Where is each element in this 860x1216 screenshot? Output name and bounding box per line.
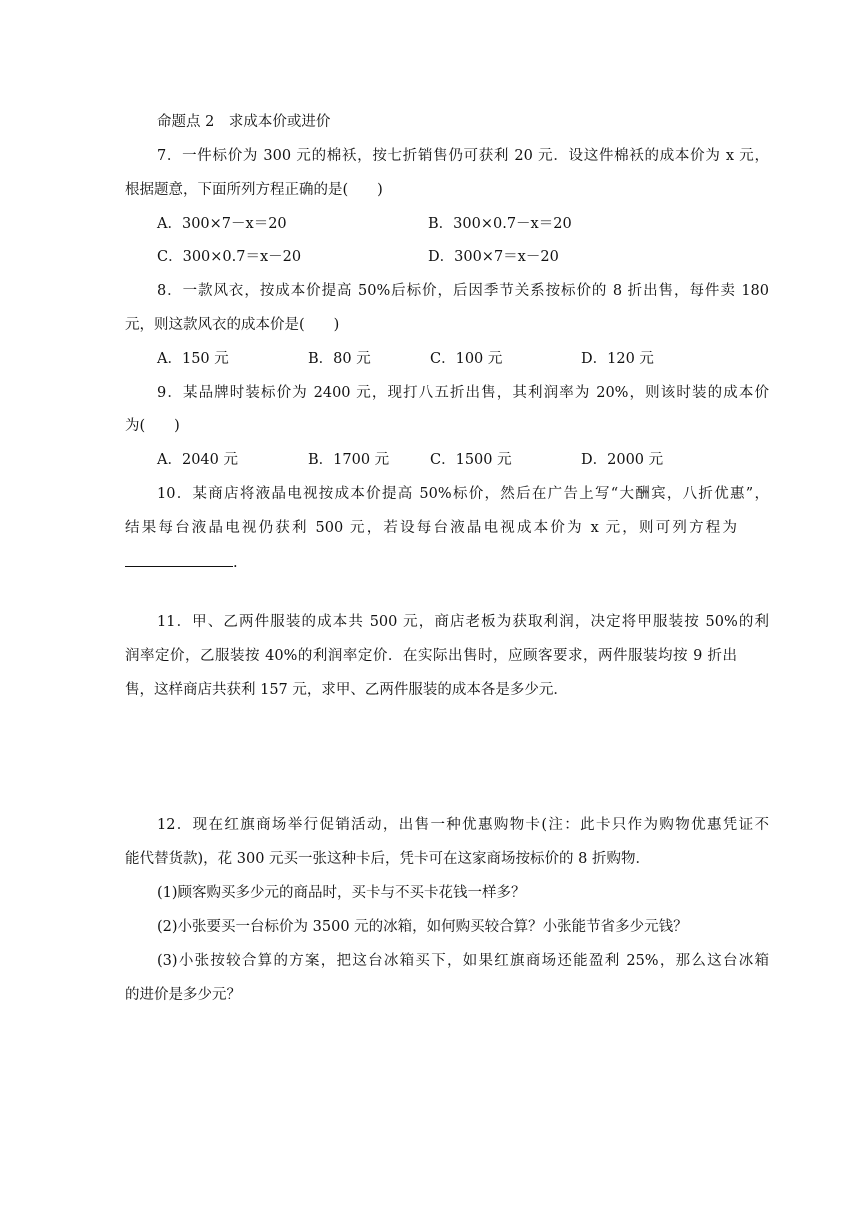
- q9-stem-line2: 为( ): [125, 418, 180, 434]
- q7-option-d: D．300×7＝x－20: [428, 249, 559, 265]
- q7-stem-line2: 根据题意，下面所列方程正确的是( ): [125, 182, 383, 198]
- q8-option-b: B．80 元: [308, 351, 371, 367]
- q8-option-c: C．100 元: [430, 351, 503, 367]
- q8-option-d: D．120 元: [581, 351, 654, 367]
- q11-stem-line2: 润率定价，乙服装按 40%的利润率定价．在实际出售时，应顾客要求，两件服装均按 9 折出: [125, 648, 737, 664]
- q10-answer-line: [125, 552, 238, 573]
- q7-option-b: B．300×0.7－x＝20: [428, 216, 572, 232]
- q7-option-c: C．300×0.7＝x－20: [157, 249, 302, 265]
- q9-stem-line1: 9．某品牌时装标价为 2400 元，现打八五折出售，其利润率为 20%，则该时装的成本价: [157, 385, 769, 401]
- q8-stem-line1: 8．一款风衣，按成本价提高 50%后标价，后因季节关系按标价的 8 折出售，每件卖 180: [157, 283, 769, 299]
- q8-stem-line2: 元，则这款风衣的成本价是( ): [125, 317, 340, 333]
- q12-stem-line2: 能代替货款)，花 300 元买一张这种卡后，凭卡可在这家商场按标价的 8 折购物．: [125, 851, 650, 867]
- q12-sub2: (2)小张要买一台标价为 3500 元的冰箱，如何购买较合算？小张能节省多少元钱？: [157, 919, 688, 935]
- q7-stem-line1: 7．一件标价为 300 元的棉袄，按七折销售仍可获利 20 元．设这件棉袄的成本价为 x 元，: [157, 148, 769, 164]
- q12-sub3-line1: (3)小张按较合算的方案，把这台冰箱买下，如果红旗商场还能盈利 25%，那么这台冰箱: [157, 953, 769, 969]
- q12-sub3-line2: 的进价是多少元？: [125, 987, 241, 1003]
- q12-stem-line1: 12．现在红旗商场举行促销活动，出售一种优惠购物卡(注：此卡只作为购物优惠凭证不: [157, 817, 769, 833]
- q8-option-a: A．150 元: [157, 351, 229, 367]
- q10-stem-line1: 10．某商店将液晶电视按成本价提高 50%标价，然后在广告上写“大酬宾，八折优惠”，: [157, 486, 769, 502]
- q10-stem-line2: 结果每台液晶电视仍获利 500 元，若设每台液晶电视成本价为 x 元，则可列方程为: [125, 520, 737, 536]
- q9-option-d: D．2000 元: [581, 452, 664, 468]
- q10-answer-blank[interactable]: [125, 552, 233, 567]
- section-title: 命题点 2 求成本价或进价: [157, 114, 331, 130]
- q10-period: .: [233, 555, 238, 571]
- q9-option-a: A．2040 元: [157, 452, 238, 468]
- q7-option-a: A．300×7－x＝20: [157, 216, 287, 232]
- q11-stem-line3: 售，这样商店共获利 157 元，求甲、乙两件服装的成本各是多少元．: [125, 682, 568, 698]
- q9-option-b: B．1700 元: [308, 452, 390, 468]
- q11-stem-line1: 11．甲、乙两件服装的成本共 500 元，商店老板为获取利润，决定将甲服装按 50%的利: [157, 614, 769, 630]
- q12-sub1: (1)顾客购买多少元的商品时，买卡与不买卡花钱一样多？: [157, 885, 526, 901]
- q9-option-c: C．1500 元: [430, 452, 512, 468]
